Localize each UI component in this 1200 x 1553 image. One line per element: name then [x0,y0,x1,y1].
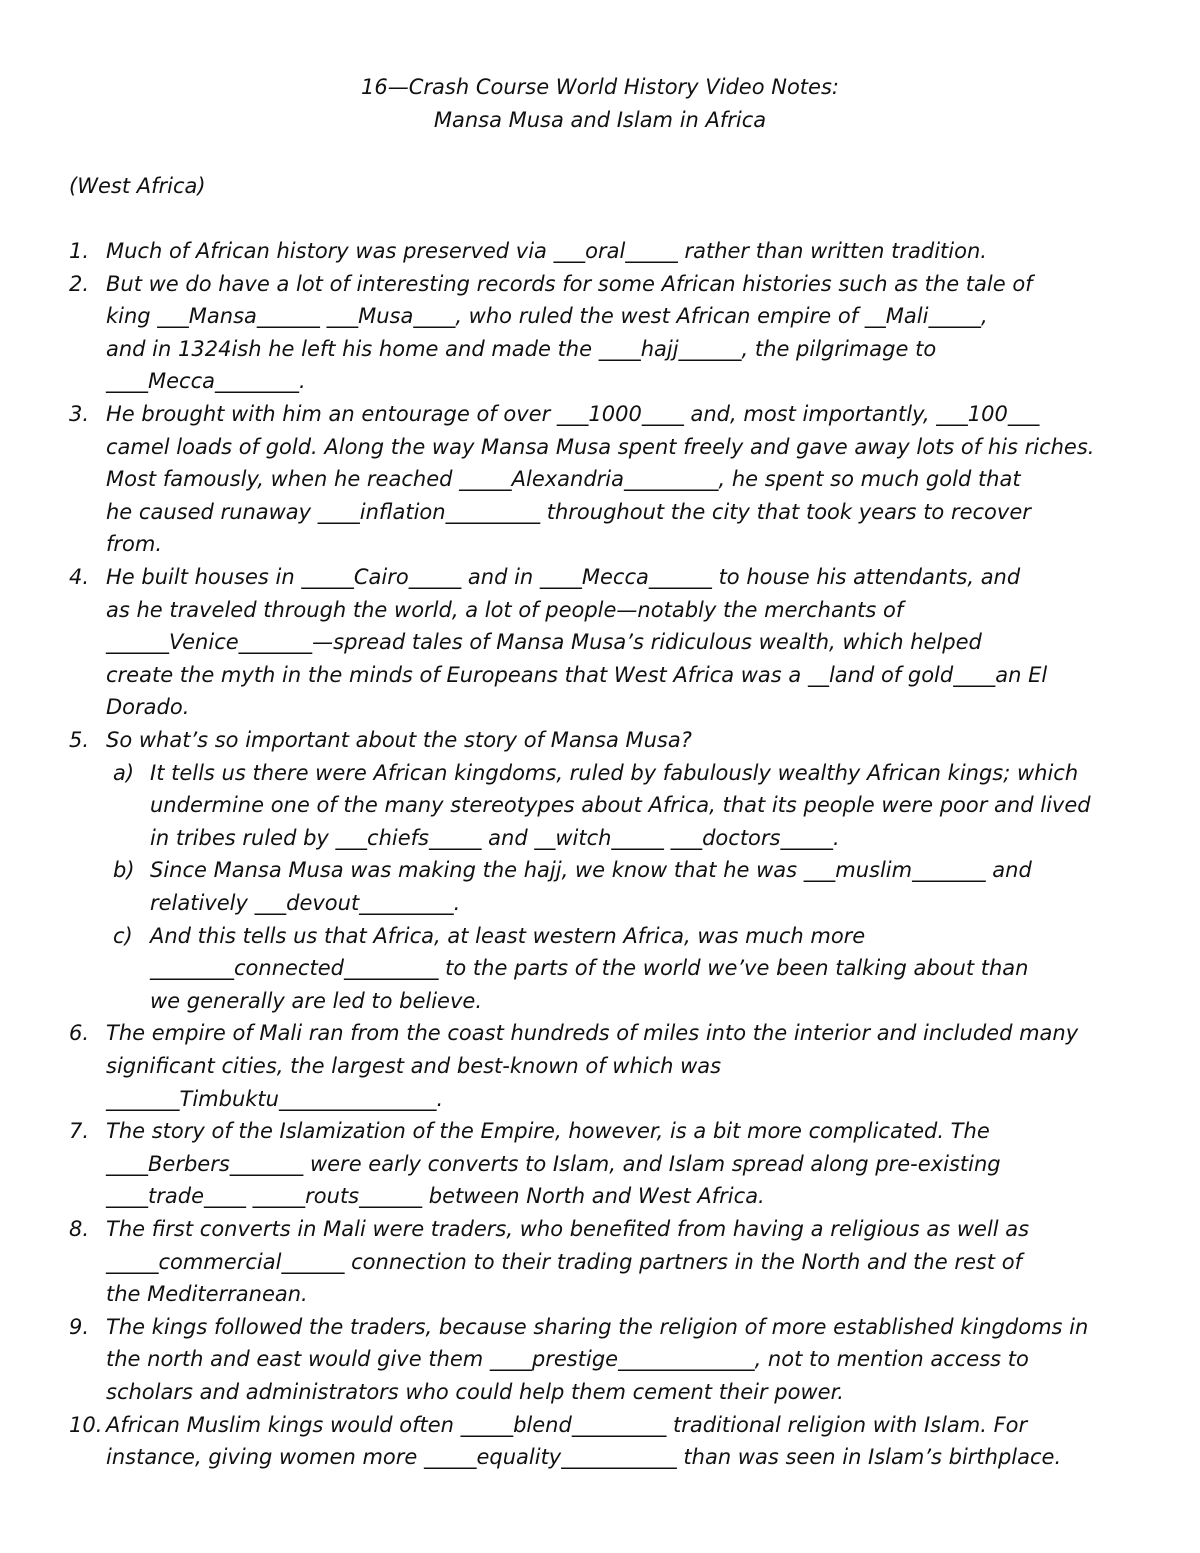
item-number: 7. [69,1119,90,1144]
item-text-line: Dorado. [106,695,190,720]
page-subtitle: Mansa Musa and Islam in Africa [433,108,767,132]
item-text-line: instance, giving women more _____equality___________ than was seen in Islam’s birthplace. [106,1445,1062,1470]
item-number: a) [113,760,135,785]
item-text-line: _____commercial______ connection to their trading partners in the North and the rest of [106,1249,1022,1274]
item-number: c) [113,923,133,948]
item-text-line: from. [106,532,163,557]
item-text-line: king ___Mansa______ ___Musa____, who ruled the west African empire of __Mali_____, [106,304,988,329]
item-text-line: ____Mecca________. [106,369,306,394]
item-text-line: as he traveled through the world, a lot of people—notably the merchants of [106,597,904,622]
item-text-line: relatively ___devout_________. [150,890,461,915]
item-text-line: African Muslim kings would often _____blend_________ traditional religion with Islam. For [106,1412,1028,1437]
item-number: 10. [69,1412,103,1437]
item-text-line: and in 1324ish he left his home and made the ____hajj______, the pilgrimage to [106,336,937,361]
list-item [69,1115,1139,1213]
item-text-line: So what’s so important about the story of Mansa Musa? [106,728,692,752]
item-text-line: He brought with him an entourage of over ___1000____ and, most importantly, ___100___ [106,402,1040,426]
list-item [69,561,1139,724]
list-item [69,268,1139,398]
item-text-line: _______Timbuktu_______________. [106,1086,444,1111]
section-label: (West Africa) [69,174,206,198]
item-number: 5. [69,728,90,752]
list-item [69,398,1139,561]
sub-list-item [113,920,1143,1018]
list-item [69,235,1139,268]
item-text-line: ________connected_________ to the parts of the world we’ve been talking about than [150,956,1029,981]
item-text-line: The first converts in Mali were traders, who benefited from having a religious as well as [106,1217,1030,1241]
item-text-line: scholars and administrators who could help them cement their power. [106,1379,844,1404]
item-text-line: Since Mansa Musa was making the hajj, we know that he was ___muslim_______ and [150,858,1032,883]
item-number: 9. [69,1314,90,1339]
item-text-line: The story of the Islamization of the Empire, however, is a bit more complicated. The [106,1119,990,1144]
item-text-line: we generally are led to believe. [150,988,483,1013]
item-text-line: camel loads of gold. Along the way Mansa Musa spent freely and gave away lots of his riches. [106,434,1095,459]
item-text-line: create the myth in the minds of Europeans that West Africa was a __land of gold____an El [106,662,1048,687]
item-text-line: He built houses in _____Cairo_____ and in ____Mecca______ to house his attendants, and [106,565,1021,589]
item-text-line: significant cities, the largest and best-known of which was [106,1053,722,1078]
item-text-line: in tribes ruled by ___chiefs_____ and __witch_____ ___doctors_____. [150,825,840,850]
item-text-line: The empire of Mali ran from the coast hundreds of miles into the interior and included many [106,1021,1079,1046]
sub-list-item [113,854,1143,919]
item-text-line: he caused runaway ____inflation_________ throughout the city that took years to recover [106,499,1031,524]
item-text-line: ______Venice_______—spread tales of Mansa Musa’s ridiculous wealth, which helped [106,630,982,655]
item-text-line: ____Berbers_______ were early converts to Islam, and Islam spread along pre-existing [106,1151,1001,1176]
item-text-line: The kings followed the traders, because sharing the religion of more established kingdoms in [106,1314,1089,1339]
item-text-line: Most famously, when he reached _____Alexandria_________, he spent so much gold that [106,467,1021,492]
sub-list-item [113,757,1143,855]
item-number: 3. [69,402,90,426]
item-text-line: the Mediterranean. [106,1282,308,1307]
list-item [69,1311,1139,1409]
item-text-line: It tells us there were African kingdoms, ruled by fabulously wealthy African kings; which [150,760,1079,785]
item-number: b) [113,858,135,883]
page-title: 16—Crash Course World History Video Notes: [361,75,839,99]
item-text-line: But we do have a lot of interesting records for some African histories such as the tale of [106,271,1033,296]
item-number: 1. [69,239,90,263]
item-text-line: And this tells us that Africa, at least western Africa, was much more [150,923,866,948]
list-item [69,1409,1139,1474]
item-number: 4. [69,565,90,589]
item-number: 2. [69,271,90,296]
item-number: 8. [69,1217,90,1241]
item-text-line: Much of African history was preserved via ___oral_____ rather than written tradition. [106,239,987,263]
item-text-line: undermine one of the many stereotypes about Africa, that its people were poor and lived [150,793,1091,818]
list-item [69,1017,1139,1115]
list-item [69,724,1139,757]
item-number: 6. [69,1021,90,1046]
list-item [69,1213,1139,1311]
item-text-line: the north and east would give them ____prestige_____________, not to mention access to [106,1347,1029,1372]
item-text-line: ____trade____ _____routs______ between North and West Africa. [106,1184,765,1209]
